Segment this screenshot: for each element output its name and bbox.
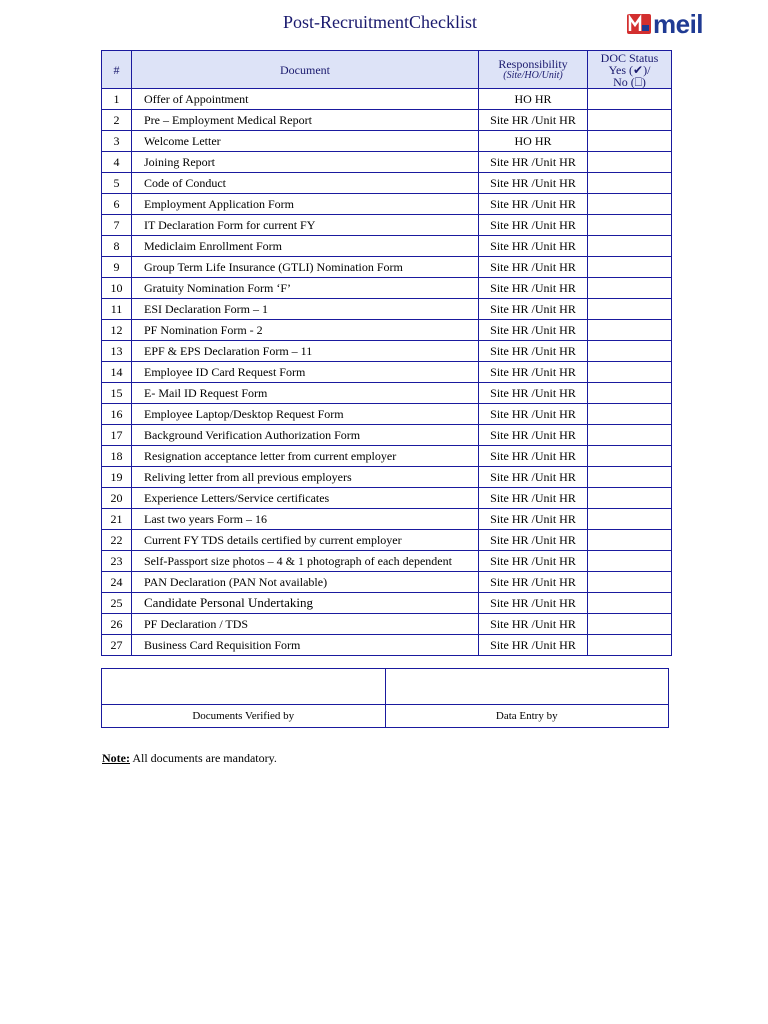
row-responsibility: Site HR /Unit HR — [479, 404, 588, 425]
row-number: 6 — [102, 194, 132, 215]
signature-row — [102, 669, 669, 705]
row-responsibility: Site HR /Unit HR — [479, 635, 588, 656]
row-responsibility: Site HR /Unit HR — [479, 173, 588, 194]
row-status-checkbox[interactable] — [588, 530, 672, 551]
signature-label-row — [102, 705, 669, 728]
table-row — [102, 320, 672, 341]
row-number: 5 — [102, 173, 132, 194]
row-responsibility: Site HR /Unit HR — [479, 236, 588, 257]
col-header-doc-status — [588, 51, 672, 89]
row-document: Welcome Letter — [132, 131, 479, 152]
row-status-checkbox[interactable] — [588, 614, 672, 635]
row-document: ESI Declaration Form – 1 — [132, 299, 479, 320]
row-responsibility: Site HR /Unit HR — [479, 152, 588, 173]
row-status-checkbox[interactable] — [588, 404, 672, 425]
row-number: 25 — [102, 593, 132, 614]
row-status-checkbox[interactable] — [588, 446, 672, 467]
row-responsibility: Site HR /Unit HR — [479, 509, 588, 530]
row-number: 16 — [102, 404, 132, 425]
row-status-checkbox[interactable] — [588, 341, 672, 362]
table-row — [102, 404, 672, 425]
row-status-checkbox[interactable] — [588, 551, 672, 572]
table-row — [102, 278, 672, 299]
row-responsibility: HO HR — [479, 89, 588, 110]
row-number: 9 — [102, 257, 132, 278]
row-number: 20 — [102, 488, 132, 509]
row-number: 23 — [102, 551, 132, 572]
row-status-checkbox[interactable] — [588, 152, 672, 173]
data-entry-signature-box[interactable] — [385, 669, 669, 705]
row-status-checkbox[interactable] — [588, 320, 672, 341]
row-responsibility: Site HR /Unit HR — [479, 467, 588, 488]
table-row — [102, 572, 672, 593]
row-document: Background Verification Authorization Form — [132, 425, 479, 446]
row-responsibility: Site HR /Unit HR — [479, 383, 588, 404]
table-row — [102, 488, 672, 509]
row-number: 15 — [102, 383, 132, 404]
table-row — [102, 614, 672, 635]
row-status-checkbox[interactable] — [588, 635, 672, 656]
row-document: Employee ID Card Request Form — [132, 362, 479, 383]
row-number: 4 — [102, 152, 132, 173]
row-document: Candidate Personal Undertaking — [132, 593, 479, 614]
row-responsibility: Site HR /Unit HR — [479, 446, 588, 467]
row-responsibility: Site HR /Unit HR — [479, 110, 588, 131]
row-responsibility: Site HR /Unit HR — [479, 425, 588, 446]
table-row — [102, 551, 672, 572]
table-row — [102, 635, 672, 656]
logo-text: meil — [653, 9, 704, 39]
row-document: PAN Declaration (PAN Not available) — [132, 572, 479, 593]
table-row — [102, 509, 672, 530]
company-logo — [627, 11, 721, 37]
row-document: Employment Application Form — [132, 194, 479, 215]
row-status-checkbox[interactable] — [588, 425, 672, 446]
row-responsibility: Site HR /Unit HR — [479, 299, 588, 320]
row-responsibility: Site HR /Unit HR — [479, 362, 588, 383]
row-number: 1 — [102, 89, 132, 110]
table-row — [102, 89, 672, 110]
row-number: 12 — [102, 320, 132, 341]
col-header-document: Document — [132, 51, 479, 89]
row-responsibility: Site HR /Unit HR — [479, 257, 588, 278]
row-responsibility: Site HR /Unit HR — [479, 593, 588, 614]
row-number: 7 — [102, 215, 132, 236]
row-number: 18 — [102, 446, 132, 467]
row-document: Employee Laptop/Desktop Request Form — [132, 404, 479, 425]
row-responsibility: Site HR /Unit HR — [479, 341, 588, 362]
row-number: 24 — [102, 572, 132, 593]
row-number: 10 — [102, 278, 132, 299]
table-row — [102, 593, 672, 614]
row-status-checkbox[interactable] — [588, 110, 672, 131]
row-responsibility: Site HR /Unit HR — [479, 194, 588, 215]
table-row — [102, 131, 672, 152]
row-document: Resignation acceptance letter from current employer — [132, 446, 479, 467]
row-document: IT Declaration Form for current FY — [132, 215, 479, 236]
table-row — [102, 110, 672, 131]
checklist-rows — [102, 89, 672, 656]
row-status-checkbox[interactable] — [588, 257, 672, 278]
row-status-checkbox[interactable] — [588, 89, 672, 110]
table-row — [102, 173, 672, 194]
row-number: 8 — [102, 236, 132, 257]
row-status-checkbox[interactable] — [588, 173, 672, 194]
row-status-checkbox[interactable] — [588, 467, 672, 488]
row-responsibility: Site HR /Unit HR — [479, 320, 588, 341]
table-row — [102, 362, 672, 383]
data-entry-by-label: Data Entry by — [385, 705, 669, 728]
table-row — [102, 341, 672, 362]
row-document: Offer of Appointment — [132, 89, 479, 110]
row-number: 13 — [102, 341, 132, 362]
status-label-line3: No (⎕) — [613, 74, 646, 89]
row-document: EPF & EPS Declaration Form – 11 — [132, 341, 479, 362]
table-row — [102, 194, 672, 215]
row-status-checkbox[interactable] — [588, 383, 672, 404]
row-responsibility: Site HR /Unit HR — [479, 572, 588, 593]
table-row — [102, 467, 672, 488]
table-row — [102, 530, 672, 551]
verified-signature-box[interactable] — [102, 669, 386, 705]
row-number: 11 — [102, 299, 132, 320]
row-responsibility: Site HR /Unit HR — [479, 551, 588, 572]
row-number: 17 — [102, 425, 132, 446]
signoff-table — [101, 668, 669, 728]
row-number: 27 — [102, 635, 132, 656]
row-status-checkbox[interactable] — [588, 236, 672, 257]
note-label: Note: — [102, 751, 130, 765]
table-row — [102, 257, 672, 278]
row-document: Self-Passport size photos – 4 & 1 photograph of each dependent — [132, 551, 479, 572]
row-document: Reliving letter from all previous employers — [132, 467, 479, 488]
status-label-line2: Yes (✔)/ — [608, 62, 651, 77]
table-row — [102, 152, 672, 173]
row-document: PF Nomination Form - 2 — [132, 320, 479, 341]
row-status-checkbox[interactable] — [588, 362, 672, 383]
checklist-table — [101, 50, 672, 656]
table-row — [102, 215, 672, 236]
row-responsibility: HO HR — [479, 131, 588, 152]
row-status-checkbox[interactable] — [588, 593, 672, 614]
row-status-checkbox[interactable] — [588, 572, 672, 593]
row-document: Experience Letters/Service certificates — [132, 488, 479, 509]
row-status-checkbox[interactable] — [588, 488, 672, 509]
row-number: 19 — [102, 467, 132, 488]
row-status-checkbox[interactable] — [588, 278, 672, 299]
row-responsibility: Site HR /Unit HR — [479, 488, 588, 509]
row-number: 21 — [102, 509, 132, 530]
row-status-checkbox[interactable] — [588, 131, 672, 152]
row-number: 2 — [102, 110, 132, 131]
row-document: Pre – Employment Medical Report — [132, 110, 479, 131]
row-document: Code of Conduct — [132, 173, 479, 194]
row-responsibility: Site HR /Unit HR — [479, 530, 588, 551]
row-document: Business Card Requisition Form — [132, 635, 479, 656]
row-document: PF Declaration / TDS — [132, 614, 479, 635]
table-row — [102, 299, 672, 320]
row-document: E- Mail ID Request Form — [132, 383, 479, 404]
row-document: Gratuity Nomination Form ‘F’ — [132, 278, 479, 299]
responsibility-label: Responsibility — [498, 56, 568, 71]
note-text: All documents are mandatory. — [129, 751, 277, 765]
row-responsibility: Site HR /Unit HR — [479, 278, 588, 299]
table-row — [102, 236, 672, 257]
row-status-checkbox[interactable] — [588, 215, 672, 236]
row-responsibility: Site HR /Unit HR — [479, 614, 588, 635]
row-status-checkbox[interactable] — [588, 194, 672, 215]
page-title: Post-RecruitmentChecklist — [283, 12, 477, 32]
row-number: 26 — [102, 614, 132, 635]
table-row — [102, 446, 672, 467]
verified-by-label: Documents Verified by — [102, 705, 386, 728]
row-document: Joining Report — [132, 152, 479, 173]
row-document: Mediclaim Enrollment Form — [132, 236, 479, 257]
table-row — [102, 383, 672, 404]
row-document: Last two years Form – 16 — [132, 509, 479, 530]
row-number: 3 — [102, 131, 132, 152]
row-document: Current FY TDS details certified by current employer — [132, 530, 479, 551]
row-number: 14 — [102, 362, 132, 383]
table-header-row — [102, 51, 672, 89]
note — [102, 751, 277, 766]
row-status-checkbox[interactable] — [588, 509, 672, 530]
col-header-number: # — [102, 51, 132, 89]
table-row — [102, 425, 672, 446]
row-status-checkbox[interactable] — [588, 299, 672, 320]
responsibility-sublabel: (Site/HO/Unit) — [503, 69, 563, 81]
status-label-line1: DOC Status — [600, 50, 659, 65]
row-document: Group Term Life Insurance (GTLI) Nomination Form — [132, 257, 479, 278]
col-header-responsibility — [479, 51, 588, 89]
row-number: 22 — [102, 530, 132, 551]
meil-logo-icon — [627, 12, 651, 36]
row-responsibility: Site HR /Unit HR — [479, 215, 588, 236]
